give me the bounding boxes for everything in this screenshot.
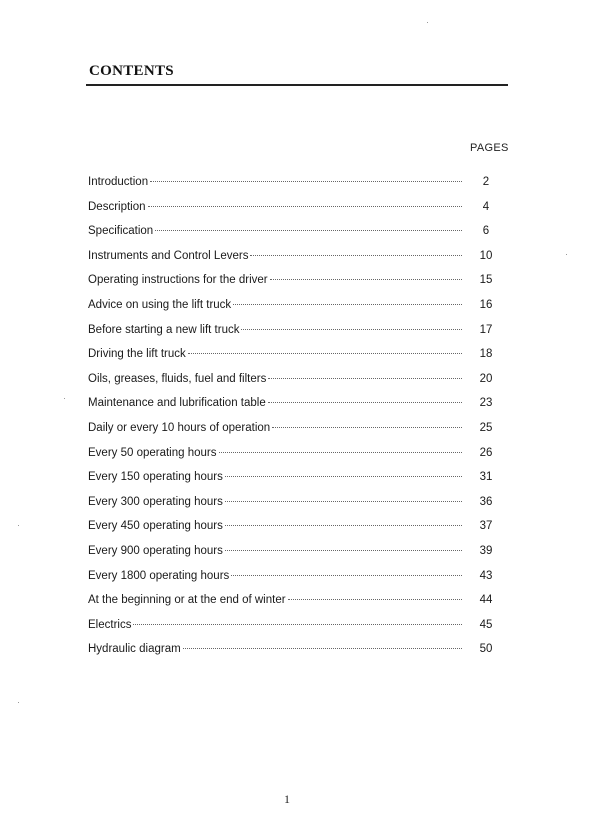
toc-entry-title: Hydraulic diagram xyxy=(88,643,181,656)
scan-speck xyxy=(18,702,19,703)
toc-entry xyxy=(88,225,498,250)
table-of-contents xyxy=(88,176,498,668)
toc-entry xyxy=(88,447,498,472)
toc-entry-page: 36 xyxy=(479,495,493,508)
dot-leader xyxy=(268,402,462,403)
toc-entry xyxy=(88,201,498,226)
toc-entry-page: 10 xyxy=(479,249,493,262)
dot-leader xyxy=(225,501,462,502)
toc-entry-title: Before starting a new lift truck xyxy=(88,323,240,336)
toc-entry-title: Every 150 operating hours xyxy=(88,471,223,484)
toc-entry-title: Maintenance and lubrification table xyxy=(88,397,266,410)
dot-leader xyxy=(133,624,462,625)
toc-entry-page: 39 xyxy=(479,544,493,557)
dot-leader xyxy=(219,452,463,453)
toc-entry-page: 31 xyxy=(479,471,493,484)
dot-leader xyxy=(270,279,462,280)
toc-entry-page: 45 xyxy=(479,618,493,631)
toc-entry-page: 18 xyxy=(479,348,493,361)
dot-leader xyxy=(188,353,462,354)
toc-entry-page: 43 xyxy=(479,569,493,582)
toc-entry xyxy=(88,250,498,275)
toc-entry-title: Every 450 operating hours xyxy=(88,520,223,533)
toc-entry xyxy=(88,545,498,570)
toc-entry-title: Oils, greases, fluids, fuel and filters xyxy=(88,372,267,385)
toc-entry-page: 17 xyxy=(479,323,493,336)
dot-leader xyxy=(148,206,462,207)
toc-entry xyxy=(88,176,498,201)
page-title: CONTENTS xyxy=(89,63,174,79)
toc-entry-page: 16 xyxy=(479,298,493,311)
toc-entry-page: 6 xyxy=(482,225,490,238)
toc-entry xyxy=(88,520,498,545)
scan-speck xyxy=(64,398,65,399)
toc-entry-title: Driving the lift truck xyxy=(88,348,186,361)
scan-speck xyxy=(427,22,428,23)
toc-entry xyxy=(88,570,498,595)
toc-entry-title: Every 50 operating hours xyxy=(88,446,217,459)
toc-entry-page: 15 xyxy=(479,274,493,287)
dot-leader xyxy=(225,525,462,526)
toc-entry-title: At the beginning or at the end of winter xyxy=(88,594,286,607)
toc-entry-title: Introduction xyxy=(88,176,149,188)
toc-entry-page: 50 xyxy=(479,643,493,656)
toc-entry xyxy=(88,397,498,422)
toc-entry-title: Specification xyxy=(88,225,154,238)
dot-leader xyxy=(268,378,462,379)
toc-entry-page: 25 xyxy=(479,421,493,434)
toc-entry-title: Daily or every 10 hours of operation xyxy=(88,421,271,434)
toc-entry-title: Description xyxy=(88,200,146,213)
toc-entry-title: Instruments and Control Levers xyxy=(88,249,249,262)
toc-entry-title: Advice on using the lift truck xyxy=(88,298,232,311)
toc-entry xyxy=(88,619,498,644)
toc-entry-page: 20 xyxy=(479,372,493,385)
dot-leader xyxy=(150,181,462,182)
dot-leader xyxy=(155,230,462,231)
dot-leader xyxy=(241,329,462,330)
toc-entry xyxy=(88,348,498,373)
toc-entry xyxy=(88,373,498,398)
toc-entry xyxy=(88,422,498,447)
title-underline xyxy=(86,84,508,86)
dot-leader xyxy=(233,304,462,305)
dot-leader xyxy=(225,550,462,551)
toc-entry xyxy=(88,274,498,299)
pages-column-label: PAGES xyxy=(470,142,509,154)
toc-entry xyxy=(88,299,498,324)
toc-entry-title: Every 1800 operating hours xyxy=(88,569,230,582)
dot-leader xyxy=(272,427,462,428)
toc-entry-title: Every 900 operating hours xyxy=(88,544,223,557)
toc-entry-title: Every 300 operating hours xyxy=(88,495,223,508)
scan-speck xyxy=(18,525,19,526)
toc-entry xyxy=(88,594,498,619)
toc-entry xyxy=(88,496,498,521)
page-number: 1 xyxy=(284,792,290,806)
toc-entry-page: 4 xyxy=(482,200,490,213)
dot-leader xyxy=(225,476,462,477)
toc-entry-title: Electrics xyxy=(88,618,132,631)
toc-entry-page: 44 xyxy=(479,594,493,607)
toc-entry xyxy=(88,471,498,496)
scan-speck xyxy=(566,254,567,255)
dot-leader xyxy=(231,575,462,576)
toc-entry xyxy=(88,643,498,668)
toc-entry-title: Operating instructions for the driver xyxy=(88,274,268,287)
toc-entry-page: 23 xyxy=(479,397,493,410)
dot-leader xyxy=(250,255,462,256)
toc-entry xyxy=(88,324,498,349)
toc-entry-page: 2 xyxy=(482,176,490,188)
dot-leader xyxy=(183,648,462,649)
toc-entry-page: 37 xyxy=(479,520,493,533)
toc-entry-page: 26 xyxy=(479,446,493,459)
dot-leader xyxy=(288,599,462,600)
